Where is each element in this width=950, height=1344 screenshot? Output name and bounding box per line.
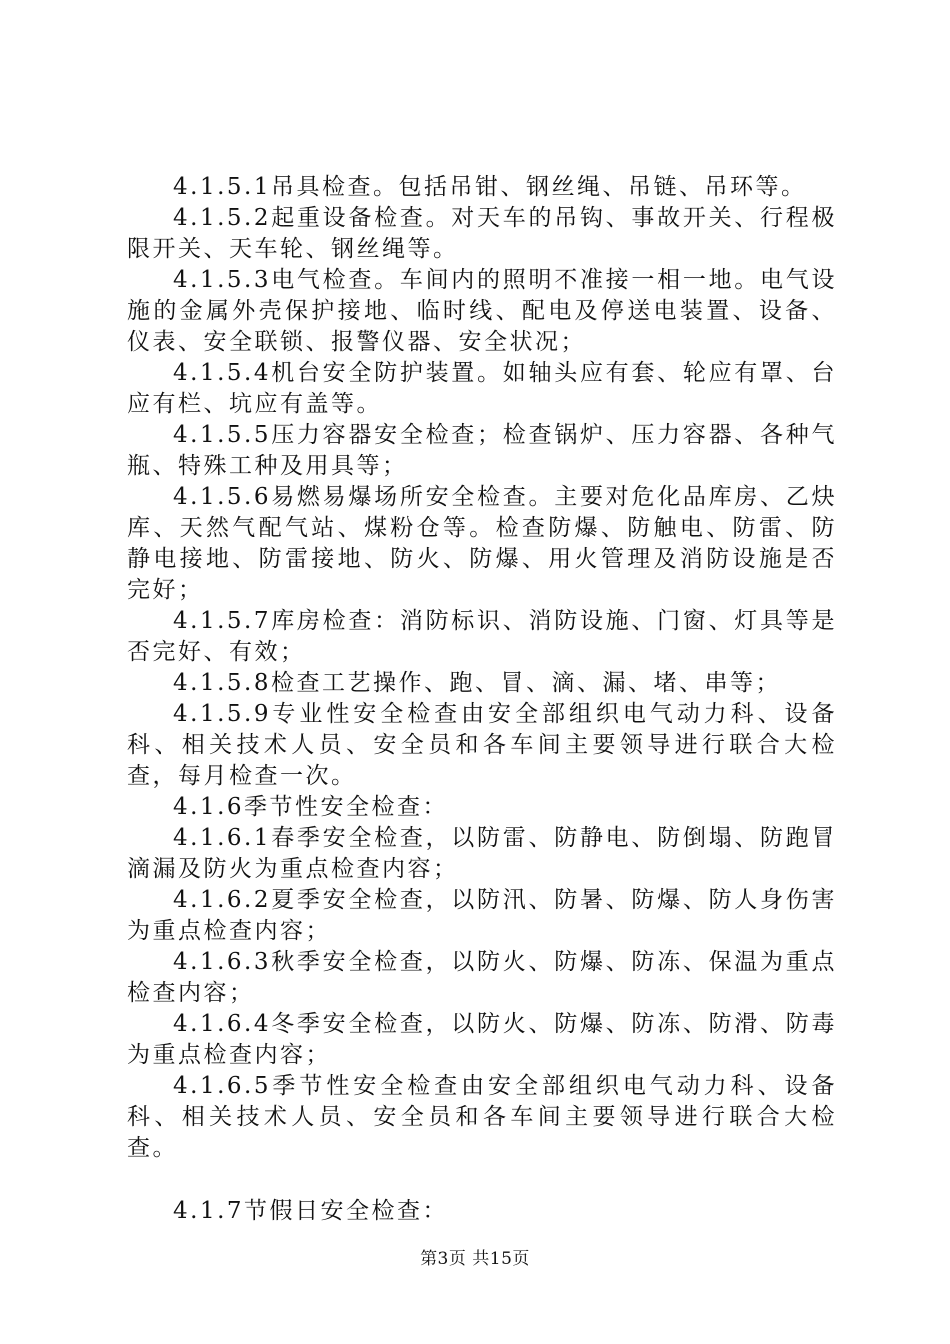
paragraph-4-1-5-8: 4.1.5.8检查工艺操作、跑、冒、滴、漏、堵、串等； (173, 670, 781, 696)
paragraph-4-1-5-2: 4.1.5.2起重设备检查。对天车的吊钩、事故开关、行程极限开关、天车轮、钢丝绳等。 (127, 205, 837, 262)
paragraph-4-1-5-5: 4.1.5.5压力容器安全检查；检查锅炉、压力容器、各种气瓶、特殊工种及用具等； (127, 422, 837, 479)
paragraph-4-1-5-1: 4.1.5.1吊具检查。包括吊钳、钢丝绳、吊链、吊环等。 (173, 174, 807, 200)
paragraph-4-1-6-3: 4.1.6.3秋季安全检查，以防火、防爆、防冻、保温为重点检查内容； (127, 949, 837, 1006)
page-number-footer: 第3页 共15页 (420, 1249, 530, 1269)
paragraph-4-1-5-7: 4.1.5.7库房检查：消防标识、消防设施、门窗、灯具等是否完好、有效； (127, 608, 837, 665)
paragraph-4-1-5-3: 4.1.5.3电气检查。车间内的照明不准接一相一地。电气设施的金属外壳保护接地、临时线、配电及停送电装置、设备、仪表、安全联锁、报警仪器、安全状况； (127, 267, 837, 355)
paragraph-4-1-5-6: 4.1.5.6易燃易爆场所安全检查。主要对危化品库房、乙炔库、天然气配气站、煤粉仓等。检查防爆、防触电、防雷、防静电接地、防雷接地、防火、防爆、用火管理及消防设施是否完好； (127, 484, 837, 603)
paragraph-4-1-6-5: 4.1.6.5季节性安全检查由安全部组织电气动力科、设备科、相关技术人员、安全员和各车间主要领导进行联合大检查。 (127, 1073, 837, 1161)
paragraph-4-1-6-4: 4.1.6.4冬季安全检查，以防火、防爆、防冻、防滑、防毒为重点检查内容； (127, 1011, 837, 1068)
heading-4-1-7: 4.1.7节假日安全检查： (173, 1198, 449, 1224)
paragraph-4-1-6-1: 4.1.6.1春季安全检查，以防雷、防静电、防倒塌、防跑冒滴漏及防火为重点检查内容； (127, 825, 837, 882)
paragraph-4-1-5-4: 4.1.5.4机台安全防护装置。如轴头应有套、轮应有罩、台应有栏、坑应有盖等。 (127, 360, 837, 417)
heading-4-1-6: 4.1.6季节性安全检查： (173, 794, 449, 820)
document-body (127, 172, 837, 1227)
paragraph-4-1-6-2: 4.1.6.2夏季安全检查，以防汛、防暑、防爆、防人身伤害为重点检查内容； (127, 887, 837, 944)
paragraph-4-1-5-9: 4.1.5.9专业性安全检查由安全部组织电气动力科、设备科、相关技术人员、安全员和各车间主要领导进行联合大检查，每月检查一次。 (127, 701, 837, 789)
